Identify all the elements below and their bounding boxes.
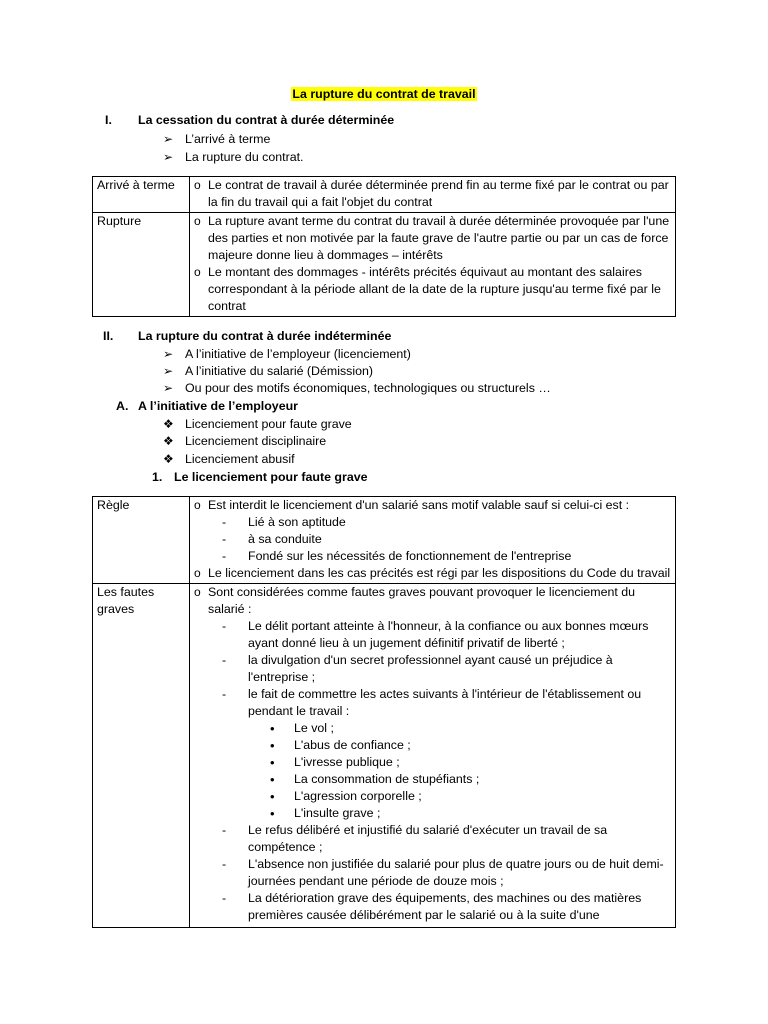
cdd-table [92,176,676,317]
section-2-item: ➢ A l’initiative du salarié (Démission) [163,364,373,378]
circle-bullet-item: o Le licenciement dans les cas précités est régi par les dispositions du Code du travail [194,565,671,582]
subsection-1-heading [152,469,368,486]
row-label: Règle [93,497,190,584]
row-content [190,177,676,213]
dot-item: • L'agression corporelle ; [194,788,671,805]
section-1-heading [105,112,394,129]
diamond-bullet-icon: ❖ [163,434,174,448]
arrow-bullet-icon: ➢ [163,381,174,395]
subsection-1-title: Le licenciement pour faute grave [174,470,368,484]
dash-item: - L'absence non justifiée du salarié pour plus de quatre jours ou de huit demi-journées pendant une période de douze mois ; [194,856,671,890]
circle-bullet-item: o Sont considérées comme fautes graves pouvant provoquer le licenciement du salarié : [194,584,671,618]
section-1-item: ➢ L’arrivé à terme [163,132,271,146]
dash-item: - Le refus délibéré et injustifié du salarié d'exécuter un travail de sa compétence ; [194,822,671,856]
subsection-1-number: 1. [152,470,163,484]
section-2-heading [103,328,391,345]
dot-item: • L'insulte grave ; [194,805,671,822]
row-label: Les fautes graves [93,584,190,928]
section-2-number: II. [103,329,114,343]
table-row [93,497,676,584]
dash-item: - Fondé sur les nécessités de fonctionnement de l'entreprise [194,548,671,565]
dash-item: - le fait de commettre les actes suivants à l'intérieur de l'établissement ou pendant le travail : [194,686,671,720]
table-row [93,177,676,213]
arrow-bullet-icon: ➢ [163,150,174,164]
dash-item: - Le délit portant atteinte à l'honneur, à la confiance ou aux bonnes mœurs ayant donné lieu à un jugement définitif privatif de liberté ; [194,618,671,652]
subsection-a-heading [116,398,298,415]
dash-item: - La détérioration grave des équipements, des machines ou des matières premières causée délibérément par le salarié ou à la suite d'une [194,890,671,924]
diamond-bullet-icon: ❖ [163,452,174,466]
section-1-title: La cessation du contrat à durée déterminée [138,113,395,127]
table-row [93,213,676,317]
circle-bullet-item: o Le contrat de travail à durée déterminée prend fin au terme fixé par le contrat ou par la fin du travail qui a fait l'objet du contrat [194,177,671,211]
section-2-item: ➢ Ou pour des motifs économiques, technologiques ou structurels … [163,381,551,395]
dot-item: • L'abus de confiance ; [194,737,671,754]
section-2-item: ➢ A l’initiative de l’employeur (licenciement) [163,347,411,361]
dash-item: - la divulgation d'un secret professionnel ayant causé un préjudice à l'entreprise ; [194,652,671,686]
arrow-bullet-icon: ➢ [163,132,174,146]
dash-item: - à sa conduite [194,531,671,548]
section-1-item: ➢ La rupture du contrat. [163,150,304,164]
subsection-a-title: A l’initiative de l’employeur [138,399,298,413]
row-label: Rupture [93,213,190,317]
section-2-title: La rupture du contrat à durée indéterminée [138,329,392,343]
circle-bullet-item: o La rupture avant terme du contrat du travail à durée déterminée provoquée par l'une des parties et non motivée par la faute grave de l'autre partie ou par un cas de force majeure donne lieu à dommages – intérêts [194,213,671,264]
dot-item: • L'ivresse publique ; [194,754,671,771]
title-highlight: La rupture du contrat de travail [292,87,476,101]
dash-item: - Lié à son aptitude [194,514,671,531]
faute-grave-table [92,496,676,928]
arrow-bullet-icon: ➢ [163,347,174,361]
circle-bullet-item: o Le montant des dommages - intérêts précités équivaut au montant des salaires correspondant à la période allant de la date de la rupture jusqu'au terme fixé par le contrat [194,264,671,315]
row-content [190,213,676,317]
dot-item: • Le vol ; [194,720,671,737]
table-row [93,584,676,928]
document-title [0,86,768,103]
circle-bullet-item: o Est interdit le licenciement d'un salarié sans motif valable sauf si celui-ci est : [194,497,671,514]
row-content [190,497,676,584]
arrow-bullet-icon: ➢ [163,364,174,378]
dot-item: • La consommation de stupéfiants ; [194,771,671,788]
row-content [190,584,676,928]
section-1-number: I. [105,113,112,127]
subsection-a-item: ❖ Licenciement abusif [163,452,295,466]
subsection-a-item: ❖ Licenciement disciplinaire [163,434,327,448]
subsection-a-number: A. [116,399,129,413]
row-label: Arrivé à terme [93,177,190,213]
subsection-a-item: ❖ Licenciement pour faute grave [163,417,352,431]
diamond-bullet-icon: ❖ [163,417,174,431]
